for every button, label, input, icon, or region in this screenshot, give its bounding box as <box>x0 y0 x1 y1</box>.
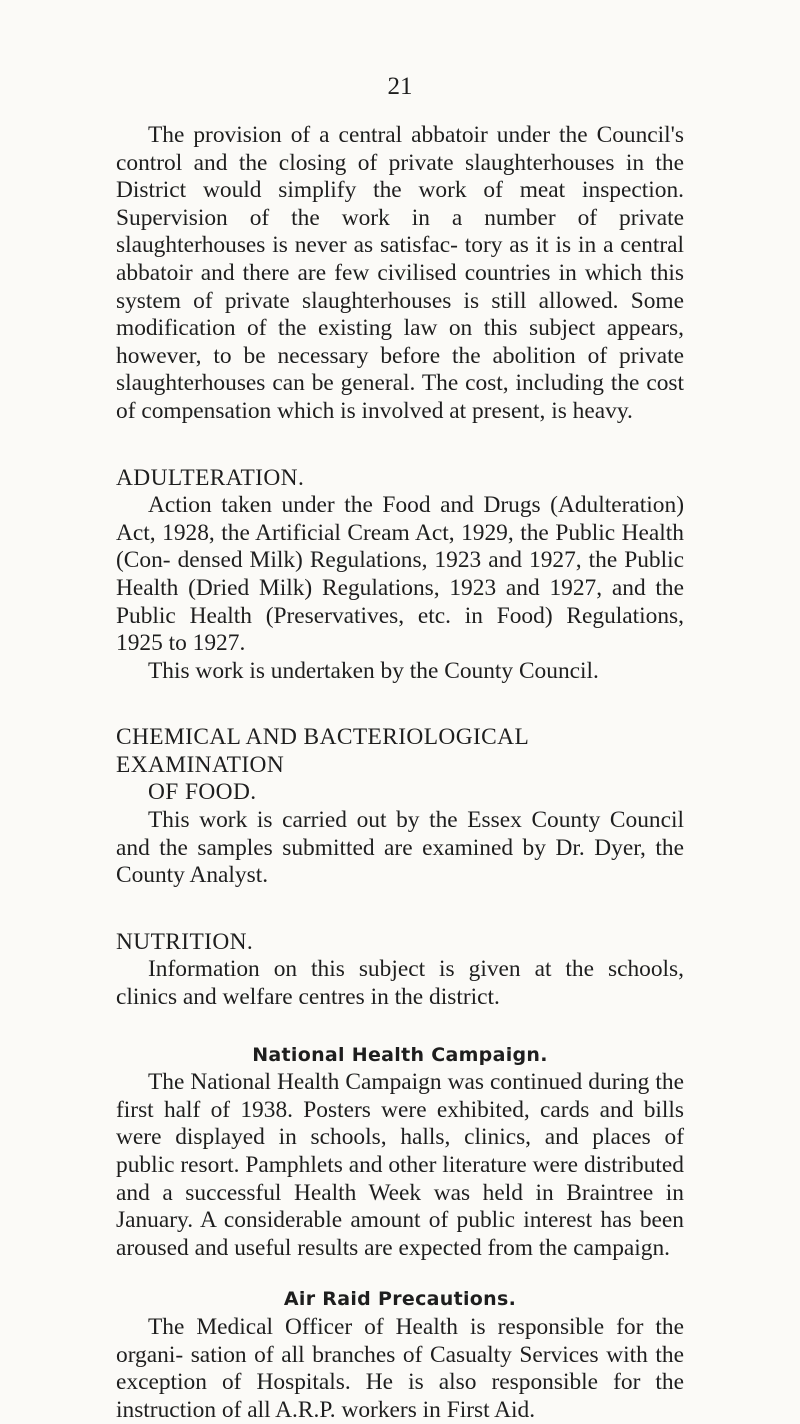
adulteration-paragraph-1: Action taken under the Food and Drugs (Adulteration) Act, 1928, the Artificial Cream Act, 1929, the Public Health (Con- densed Milk) Regulations, 1923 and 1927, the Public Health (Dried Milk) Regulations, 1923 and 1927, and the Public Health (Preservatives, etc. in Food) Regulations, 1925 to 1927. <box>116 492 684 657</box>
section-nutrition <box>116 929 684 1012</box>
chemical-heading-line-1: CHEMICAL AND BACTERIOLOGICAL EXAMINATION <box>116 724 529 778</box>
section-adulteration <box>116 465 684 686</box>
air-raid-paragraph: The Medical Officer of Health is responsible for the organi- sation of all branches of Casualty Services with the exception of Hospitals. He is also responsible for the instruction of all A.R.P. workers in First Aid. <box>116 1313 684 1423</box>
adulteration-paragraph-2: This work is undertaken by the County Council. <box>148 657 599 684</box>
section-air-raid-precautions <box>116 1286 684 1424</box>
intro-paragraph: The provision of a central abbatoir under the Council's control and the closing of private slaughterhouses in the District would simplify the work of meat inspection. Supervision of the work in a number of private slaughterhouses is never as satisfac- tory as it is in a central abbatoir and there are few civilised countries in which this system of private slaughterhouses is still allowed. Some modification of the existing law on this subject appears, however, to be necessary before the abolition of private slaughterhouses can be general. The cost, including the cost of compensation which is involved at present, is heavy. <box>116 122 684 424</box>
page-number: 21 <box>387 73 413 100</box>
nutrition-paragraph: Information on this subject is given at the schools, clinics and welfare centres in the district. <box>116 956 684 1011</box>
air-raid-heading: Air Raid Precautions. <box>283 1288 517 1311</box>
campaign-heading: National Health Campaign. <box>252 1043 548 1066</box>
page-body <box>116 122 684 1424</box>
section-chemical-examination <box>116 724 684 890</box>
section-national-health-campaign <box>116 1042 684 1263</box>
adulteration-heading: ADULTERATION. <box>116 464 305 491</box>
chemical-heading-line-2: OF FOOD. <box>148 779 257 806</box>
campaign-paragraph: The National Health Campaign was continued during the first half of 1938. Posters were exhibited, cards and bills were displayed in schools, halls, clinics, and places of public resort. Pamphlets and other literature were distributed and a successful Health Week was held in Braintree in January. A considerable amount of public interest has been aroused and useful results are expected from the campaign. <box>116 1069 684 1261</box>
chemical-paragraph: This work is carried out by the Essex County Council and the samples submitted are examined by Dr. Dyer, the County Analyst. <box>116 807 684 889</box>
nutrition-heading: NUTRITION. <box>116 928 254 955</box>
chemical-heading <box>116 724 684 807</box>
